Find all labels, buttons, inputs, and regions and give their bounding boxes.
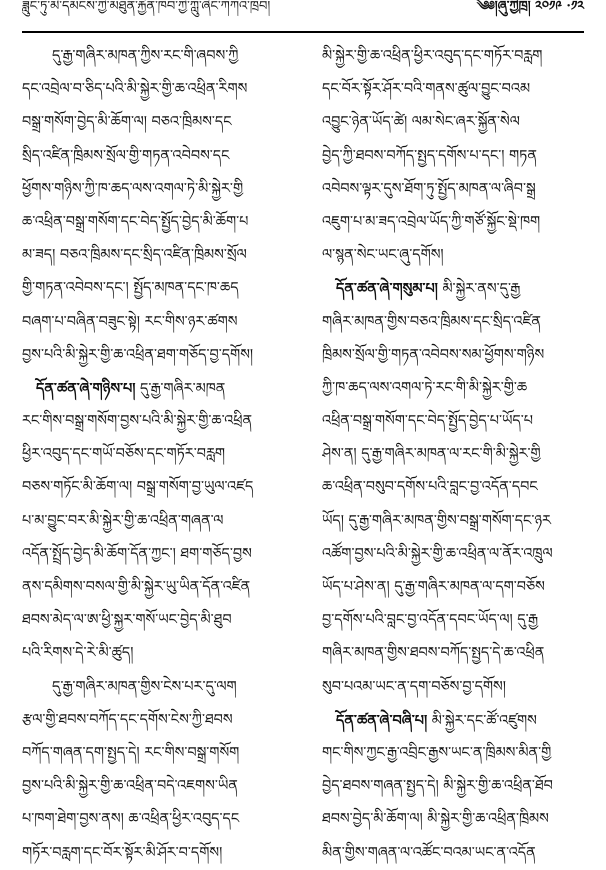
text-line: བྱས་པའི་མི་སྐྱེར་གྱི་ཆ་འཕྲིན་བདེ་འཇགས་ཡིན xyxy=(22,778,238,795)
text-line: ཆ་འཕྲིན་བསུབ་དགོས་པའི་བླང་བྱ་འདོན་དབང xyxy=(322,479,538,496)
text-line: ནས་དམིགས་བསལ་གྱི་མི་སྐྱེར་ཡུ་ཡིན་དོན་འཛིན xyxy=(22,579,251,595)
text-line: དང་འབྲེལ་བ་ཅིད་པའི་མི་སྐྱེར་གྱི་ཆ་འཕྲིན་རིགས xyxy=(22,81,248,98)
text-line: བསྒྲ་གསོག་བྱེད་མི་ཆོག་ལ། བཅའ་ཁྲིམས་དང xyxy=(22,114,232,131)
text-line: རྩལ་གྱི་ཐབས་བཀོད་དང་དགོས་ངེས་ཀྱི་ཐབས xyxy=(22,711,233,728)
running-title: ཟླུང་ཏུ་མི་དམངས་ཀྱི་མཐུན་རྐྱེན་ཁབ་ཀྱི་ཀླུ་ཞིང་ཀཀའ་ཁྲབ། xyxy=(22,0,271,14)
text-line: དུ་རྒྱ་གཞིར་མཁན་ཀྱིས་རང་གི་ཞབས་ཀྱི xyxy=(52,48,239,64)
page-header xyxy=(22,0,584,28)
text-line: འཇུག་པ་མ་ཟད་འབྲེལ་ཡོད་ཀྱི་གཙོ་སྐྱོང་སྡེ་ཁག xyxy=(322,213,541,230)
text-line: འབྱུང་ཉེན་ཡོད་ཚེ། ལམ་སེང་ཞར་སྐྱོན་སེལ xyxy=(322,114,520,131)
text-line: ཕྱོགས་གཉིས་ཀྱི་ཁ་ཆད་ལས་འགལ་ཏེ་མི་སྐྱེར་གྱི xyxy=(22,180,244,197)
text-line: མིན་གྱིས་གཞན་ལ་འཚོང་བའམ་ཡང་ན་འདོན xyxy=(322,844,536,861)
text-line xyxy=(22,372,284,405)
article-text: དུ་རྒྱ་གཞིར་མཁན xyxy=(135,380,226,397)
text-line: བཅས་གཏོང་མི་ཆོག་ལ། བསྒྲ་གསོག་བྱ་ཡུལ་འཛད xyxy=(22,479,254,496)
article-heading: དོན་ཚན་ཞེ་གཉིས་པ། xyxy=(36,379,136,397)
text-line: གཞིར་མཁན་གྱིས་བཅའ་ཁྲིམས་དང་སྲིད་འཛིན xyxy=(322,313,541,330)
text-line: ཡོད། དུ་རྒྱ་གཞིར་མཁན་གྱིས་བསྒྲ་གསོག་དང་ཉར xyxy=(322,512,552,529)
text-line: སྲིད་འཛིན་ཁྲིམས་སྲོལ་གྱི་གཏན་འབེབས་དང xyxy=(22,147,230,164)
left-text-column xyxy=(22,40,284,870)
text-line: འཕྲིན་བསྒྲ་གསོག་དང་བེད་སྤྱོད་བྱེད་པ་ཡོད་པ xyxy=(322,413,534,430)
text-line: བཀོད་གཞན་དག་སྤྱད་དེ། རང་གིས་བསྒྲ་གསོག xyxy=(22,744,240,761)
text-line: བྱེད་ཀྱི་ཐབས་བཀོད་སྤྱད་དགོས་པ་དང་། གཏན xyxy=(322,147,537,164)
text-line: བྱེད་ཐབས་གཞན་སྤྱད་དེ། མི་སྐྱེར་གྱི་ཆ་འཕྲིན་ཐོབ xyxy=(322,778,553,795)
article-text: མི་སྐྱེར་ནས་དུ་རྒྱ xyxy=(437,281,521,298)
text-line: རང་གིས་བསྒྲ་གསོག་བྱས་པའི་མི་སྐྱེར་གྱི་ཆ་འཕྲིན xyxy=(22,413,253,430)
article-text: མི་སྐྱེར་དང་ཚོ་འཛུགས xyxy=(427,712,537,729)
text-line: གཏོར་བརླག་དང་བོར་སྟོར་མི་ཤོར་བ་དགོས། xyxy=(22,844,223,861)
text-line: པ་ཁག་ཐེག་བྱས་ནས། ཆ་འཕྲིན་ཕྱིར་འབུད་དང xyxy=(22,811,240,828)
text-line: པ་མ་བྱུང་བར་མི་སྐྱེར་གྱི་ཆ་འཕྲིན་གཞན་ལ xyxy=(22,512,224,529)
text-line: བཞག་པ་བཞིན་བཟུང་སྟེ། རང་གིས་ཉར་ཚགས xyxy=(22,313,238,330)
text-line: གཞིར་མཁན་གྱིས་ཐབས་བཀོད་སྤྱད་དེ་ཆ་འཕྲིན xyxy=(322,645,545,662)
header-rule xyxy=(22,31,584,33)
text-line: ཆ་འཕྲིན་བསྒྲ་གསོག་དང་བེད་སྤྱོད་བྱེད་མི་ཆོག་པ xyxy=(22,213,249,230)
text-line: བྱ་དགོས་པའི་བླང་བྱ་འདོན་དབང་ཡོད་ལ། དུ་རྒྱ xyxy=(322,612,539,629)
text-line: འདོན་སྤྲོད་བྱེད་མི་ཆོག་དོན་ཀྱང་། ཐག་གཅོད་བྱས xyxy=(22,545,252,562)
text-line: གྱི་གཏན་འབེབས་དང་། སྤྱོད་མཁན་དང་ཁ་ཆད xyxy=(22,280,239,297)
right-text-column xyxy=(322,40,584,870)
text-line: ལ་སྙན་སེང་ཡང་ཞུ་དགོས། xyxy=(322,247,444,264)
text-line: ཤེས་ན། དུ་རྒྱ་གཞིར་མཁན་ལ་རང་གི་མི་སྐྱེར་གྱི xyxy=(322,446,541,463)
text-line: ཀྱི་ཁ་ཆད་ལས་འགལ་ཏེ་རང་གི་མི་སྐྱེར་གྱི་ཆ xyxy=(322,379,528,396)
text-line: གང་གིས་ཀྱང་རྒྱ་འབྲིང་རྒྱས་ཡང་ན་ཁྲིམས་མིན་གྱི xyxy=(322,744,552,761)
text-line: ཐབས་མེད་ལ་ཨ་ཕྱི་སྐྱར་གསོ་ཡང་བྱེད་མི་ཐུབ xyxy=(22,612,232,629)
text-line: ཐབས་བྱེད་མི་ཆོག་ལ། མི་སྐྱེར་གྱི་ཆ་འཕྲིན་ཁྲིམས xyxy=(322,811,549,828)
text-line: ཕྱིར་འབུད་དང་གཡོ་བཅོས་དང་གཏོར་བརླག xyxy=(22,446,226,463)
journal-page-number: ༄༅།ཞུ་ཀྱིཁྲ། ༢༠༡༩ ·༡༢ xyxy=(476,0,584,14)
text-line: འབེབས་ལྟར་དུས་ཐོག་ཏུ་སྤྱོད་མཁན་ལ་ཞིབ་སྒྲ xyxy=(322,180,536,197)
text-line: དང་བོར་སྟོར་ཤོར་བའི་གནས་ཚུལ་བྱུང་བའམ xyxy=(322,81,531,98)
text-line xyxy=(322,272,584,305)
article-heading: དོན་ཚན་ཞེ་གསུམ་པ། xyxy=(336,280,438,298)
text-line: སུབ་པའམ་ཡང་ན་དག་བཅོས་བྱ་དགོས། xyxy=(322,678,506,695)
text-line: དུ་རྒྱ་གཞིར་མཁན་གྱིས་ངེས་པར་དུ་ལག xyxy=(52,678,237,695)
text-line: ཡོད་པ་ཤེས་ན། དུ་རྒྱ་གཞིར་མཁན་ལ་དག་བཅོས xyxy=(322,579,545,595)
text-line: འཚོག་བྱས་པའི་མི་སྐྱེར་གྱི་ཆ་འཕྲིན་ལ་ནོར་འཁྲུལ xyxy=(322,545,553,562)
text-line: ཁྲིམས་སྲོལ་གྱི་གཏན་འབེབས་སམ་ཕྱོགས་གཉིས xyxy=(322,346,545,363)
article-heading: དོན་ཚན་ཞེ་བཞི་པ། xyxy=(336,711,428,729)
text-line: པའི་རིགས་དེ་རེ་མི་ཚུད། xyxy=(22,645,134,662)
text-line: མི་སྐྱེར་གྱི་ཆ་འཕྲིན་ཕྱིར་འབུད་དང་གཏོར་བརླག xyxy=(322,48,543,64)
text-line: མ་ཟད། བཅའ་ཁྲིམས་དང་སྲིད་འཛིན་ཁྲིམས་སྲོལ xyxy=(22,247,247,264)
text-line xyxy=(322,704,584,737)
text-line: བྱས་པའི་མི་སྐྱེར་གྱི་ཆ་འཕྲིན་ཐག་གཅོད་བྱ་དགོས། xyxy=(22,346,254,363)
